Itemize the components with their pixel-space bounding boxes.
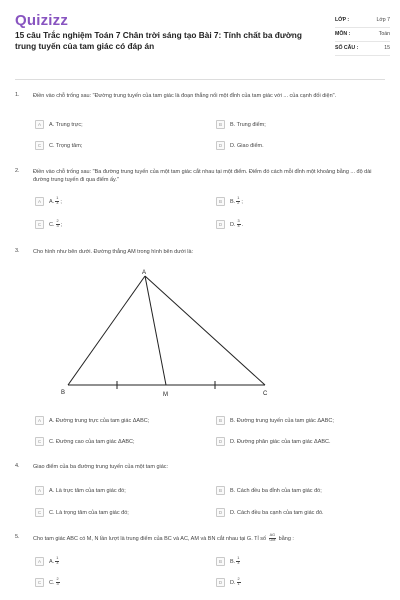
fraction bbox=[237, 220, 241, 229]
fraction-den: 2 bbox=[237, 201, 240, 205]
fraction-num: 1 bbox=[237, 196, 240, 201]
question-number: 3. bbox=[15, 248, 20, 254]
option-letter-box: A bbox=[35, 416, 44, 425]
meta-panel bbox=[335, 14, 390, 56]
option-a[interactable] bbox=[35, 120, 83, 129]
option-b[interactable] bbox=[216, 120, 266, 129]
option-letter-box: B bbox=[216, 486, 225, 495]
label-c: C bbox=[263, 391, 268, 397]
option-letter-box: A bbox=[35, 486, 44, 495]
option-text: A. Đường trung trực của tam giác ΔABC; bbox=[49, 417, 150, 424]
quizizz-logo: Quizizz bbox=[15, 12, 69, 29]
meta-mon bbox=[335, 28, 390, 42]
option-d[interactable] bbox=[216, 508, 324, 517]
option-letter-box: B bbox=[216, 120, 225, 129]
meta-mon-label: MÔN : bbox=[335, 31, 351, 37]
option-suffix: . bbox=[241, 221, 244, 228]
fraction bbox=[236, 197, 240, 206]
fraction bbox=[55, 557, 59, 566]
question-text bbox=[33, 534, 385, 543]
fraction bbox=[236, 557, 240, 566]
option-suffix: ; bbox=[241, 198, 243, 205]
question-text: Điền vào chỗ trống sau: "Ba đường trung tuyến của một tam giác cắt nhau tại một điểm. Điểm đó cách mỗi đỉnh một khoảng bằng ... độ dài đường trung tuyến đi qua điểm ấy." bbox=[33, 169, 372, 183]
option-prefix: C. bbox=[49, 221, 55, 228]
option-suffix: ; bbox=[60, 198, 62, 205]
option-letter-box: C bbox=[35, 220, 44, 229]
meta-socau bbox=[335, 42, 390, 56]
option-c[interactable] bbox=[35, 437, 135, 446]
option-letter-box: C bbox=[35, 141, 44, 150]
option-a[interactable] bbox=[35, 197, 62, 206]
option-letter-box: C bbox=[35, 437, 44, 446]
option-text: C. Là trọng tâm của tam giác đó; bbox=[49, 509, 129, 516]
question-text: Giao điểm của ba đường trung tuyến của một tam giác: bbox=[33, 464, 169, 470]
option-a[interactable] bbox=[35, 557, 60, 566]
question-text-before: Cho tam giác ABC có M, N lần lượt là trung điểm của BC và AC, AM và BN cắt nhau tại G. Tỉ số bbox=[33, 535, 267, 542]
fraction-den: 3 bbox=[56, 582, 59, 586]
option-d[interactable] bbox=[216, 141, 264, 150]
fraction-num: 2 bbox=[56, 219, 59, 224]
meta-lop bbox=[335, 14, 390, 28]
option-letter-box: D bbox=[216, 220, 225, 229]
option-text: B. Trung điểm; bbox=[230, 121, 266, 128]
option-text: C. Đường cao của tam giác ΔABC; bbox=[49, 438, 135, 445]
question-text: Điền vào chỗ trống sau: "Đường trung tuyến của tam giác là đoạn thẳng nối một đỉnh của tam giác với ... của cạnh đối diện". bbox=[33, 93, 337, 99]
option-b[interactable] bbox=[216, 416, 334, 425]
fraction-num: AG bbox=[269, 533, 276, 537]
fraction-num: 3 bbox=[237, 219, 240, 224]
option-prefix: D. bbox=[230, 579, 236, 586]
option-text: A. Là trực tâm của tam giác đó; bbox=[49, 487, 126, 494]
option-text: D. Cách đều ba cạnh của tam giác đó. bbox=[230, 509, 324, 516]
option-d[interactable] bbox=[216, 578, 242, 587]
option-letter-box: D bbox=[216, 578, 225, 587]
option-letter-box: D bbox=[216, 508, 225, 517]
option-c[interactable] bbox=[35, 141, 82, 150]
header-divider bbox=[15, 79, 385, 80]
option-letter-box: D bbox=[216, 141, 225, 150]
fraction-num: 2 bbox=[56, 577, 59, 582]
option-text: C. Trọng tâm; bbox=[49, 142, 83, 149]
option-d[interactable] bbox=[216, 220, 243, 229]
question-number: 4. bbox=[15, 463, 20, 469]
option-letter-box: C bbox=[35, 578, 44, 587]
option-letter-box: A bbox=[35, 120, 44, 129]
option-prefix: A. bbox=[49, 198, 55, 205]
option-letter-box: A bbox=[35, 557, 44, 566]
option-b[interactable] bbox=[216, 486, 322, 495]
fraction bbox=[56, 220, 60, 229]
side-ab bbox=[68, 276, 145, 385]
option-letter-box: B bbox=[216, 557, 225, 566]
fraction-num: 1 bbox=[237, 556, 240, 561]
question-text-after: bằng : bbox=[278, 535, 294, 542]
question-text: Cho hình như bên dưới. Đường thẳng AM trong hình bên dưới là: bbox=[33, 249, 194, 255]
option-letter-box: C bbox=[35, 508, 44, 517]
page-title: 15 câu Trắc nghiệm Toán 7 Chân trời sáng tạo Bài 7: Tính chất ba đường trung tuyến của tam giác có đáp án bbox=[15, 30, 302, 51]
option-prefix: C. bbox=[49, 579, 55, 586]
fraction bbox=[56, 578, 60, 587]
meta-socau-label: SỐ CÂU : bbox=[335, 45, 359, 51]
option-letter-box: B bbox=[216, 416, 225, 425]
fraction-num: 1 bbox=[56, 556, 59, 561]
option-c[interactable] bbox=[35, 578, 61, 587]
label-a: A bbox=[142, 270, 147, 276]
option-a[interactable] bbox=[35, 486, 126, 495]
option-prefix: B. bbox=[230, 558, 236, 565]
option-text: B. Cách đều ba đỉnh của tam giác đó; bbox=[230, 487, 322, 494]
option-prefix: B. bbox=[230, 198, 236, 205]
option-a[interactable] bbox=[35, 416, 149, 425]
fraction-den: 4 bbox=[237, 224, 240, 228]
option-c[interactable] bbox=[35, 508, 129, 517]
meta-socau-value: 15 bbox=[384, 45, 390, 51]
label-b: B bbox=[61, 390, 66, 396]
ratio-fraction bbox=[269, 534, 277, 543]
fraction-num: 2 bbox=[237, 577, 240, 582]
option-text: B. Đường trung tuyến của tam giác ΔABC; bbox=[230, 417, 334, 424]
option-text: D. Đường phân giác của tam giác ΔABC. bbox=[230, 438, 331, 445]
option-prefix: A. bbox=[49, 558, 55, 565]
option-text: A. Trung trực; bbox=[49, 121, 83, 128]
option-letter-box: B bbox=[216, 197, 225, 206]
fraction-den: 3 bbox=[56, 561, 59, 565]
meta-mon-value: Toán bbox=[378, 31, 390, 37]
meta-lop-value: Lớp 7 bbox=[376, 17, 390, 23]
option-b[interactable] bbox=[216, 557, 241, 566]
option-c[interactable] bbox=[35, 220, 62, 229]
option-b[interactable] bbox=[216, 197, 243, 206]
option-prefix: D. bbox=[230, 221, 236, 228]
option-text: D. Giao điểm. bbox=[230, 142, 264, 149]
label-m: M bbox=[163, 392, 168, 398]
option-d[interactable] bbox=[216, 437, 331, 446]
fraction bbox=[55, 197, 59, 206]
option-suffix: ; bbox=[60, 221, 63, 228]
question-number: 5. bbox=[15, 534, 20, 540]
fraction-num: 1 bbox=[56, 196, 59, 201]
meta-lop-label: LỚP : bbox=[335, 17, 350, 23]
triangle-figure bbox=[60, 265, 280, 400]
fraction-den: 3 bbox=[56, 224, 59, 228]
question-number: 1. bbox=[15, 92, 20, 98]
fraction-den: 3 bbox=[237, 561, 240, 565]
fraction-den: GM bbox=[269, 537, 276, 542]
fraction-den: 1 bbox=[237, 582, 240, 586]
fraction bbox=[237, 578, 241, 587]
fraction-den: 3 bbox=[56, 201, 59, 205]
question-number: 2. bbox=[15, 168, 20, 174]
option-letter-box: D bbox=[216, 437, 225, 446]
option-letter-box: A bbox=[35, 197, 44, 206]
